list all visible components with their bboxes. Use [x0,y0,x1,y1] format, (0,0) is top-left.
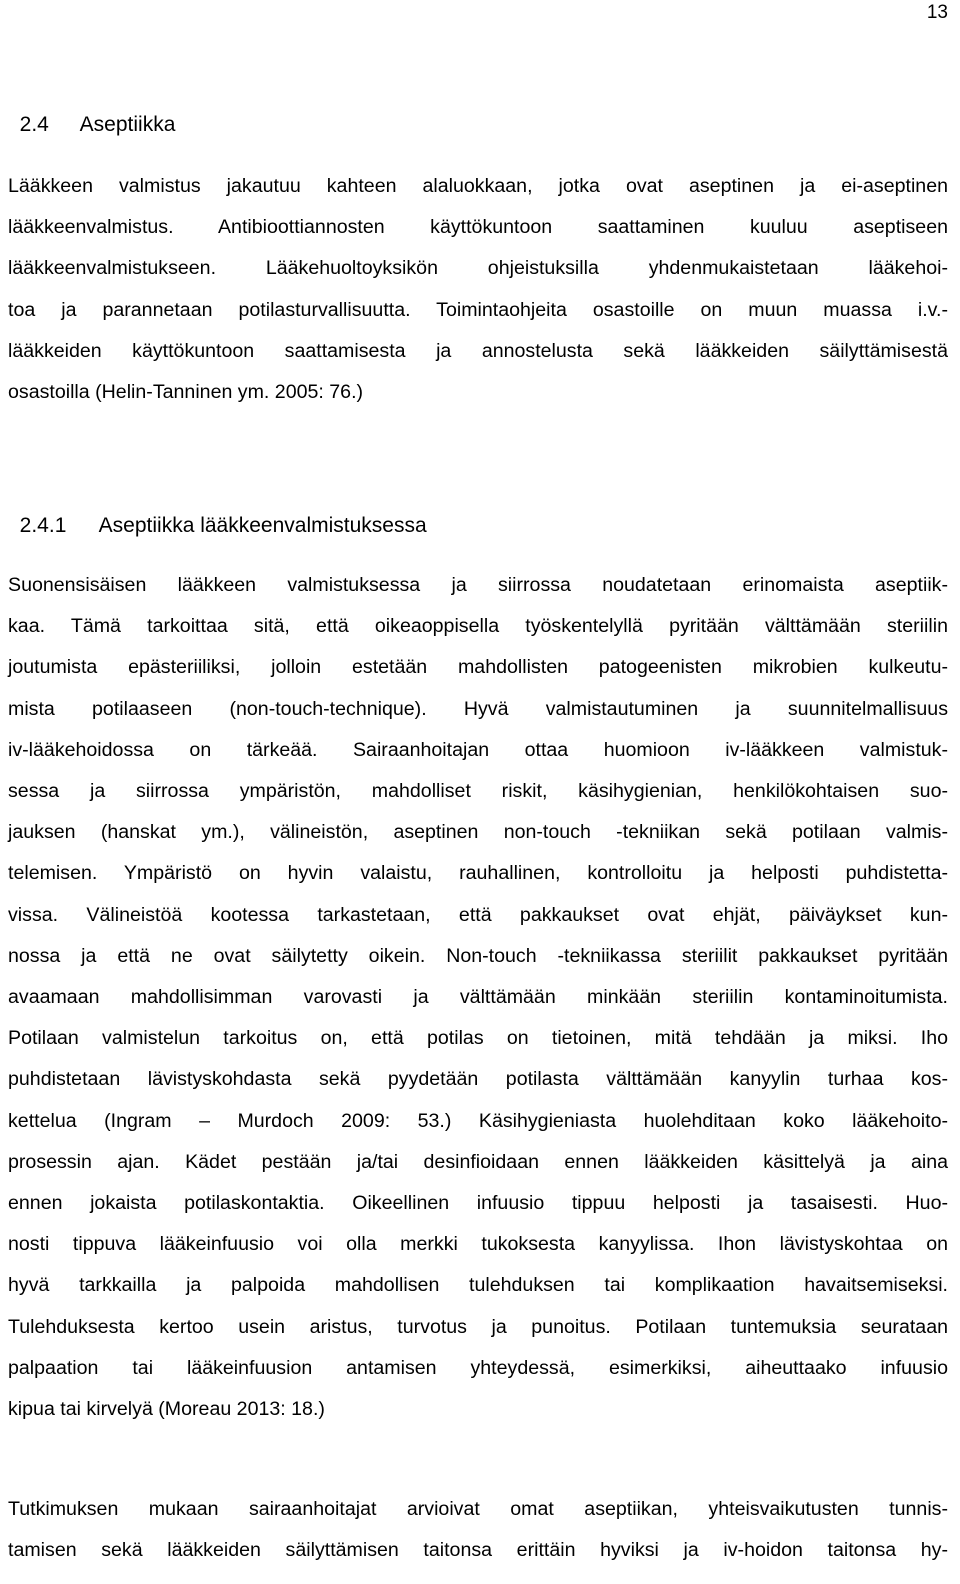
paragraph-3-line: tamisen sekä lääkkeiden säilyttämisen taitonsa erittäin hyviksi ja iv-hoidon taitonsa hy- [8,1539,948,1562]
paragraph-2-line: kettelua (Ingram – Murdoch 2009: 53.) Käsihygieniasta huolehditaan koko lääkehoito- [8,1109,948,1132]
paragraph-2-line: palpaation tai lääkeinfuusion antamisen yhteydessä, esimerkiksi, aiheuttaako infuusio [8,1356,948,1379]
paragraph-2-line: ennen jokaista potilaskontaktia. Oikeellinen infuusio tippuu helposti ja tasaisesti. Huo- [8,1192,948,1215]
paragraph-2-line: kaa. Tämä tarkoittaa sitä, että oikeaoppisella työskentelyllä pyritään välttämään steriilin [8,615,948,638]
paragraph-3 [8,1489,948,1571]
paragraph-2-line: avaamaan mahdollisimman varovasti ja välttämään minkään steriilin kontaminoitumista. [8,986,948,1009]
paragraph-1-line: osastoilla (Helin-Tanninen ym. 2005: 76.) [8,381,364,404]
paragraph-2-line: iv-lääkehoidossa on tärkeää. Sairaanhoitajan ottaa huomioon iv-lääkkeen valmistuk- [8,738,948,761]
paragraph-1 [8,166,948,413]
page-number: 13 [926,2,948,23]
paragraph-2-line: hyvä tarkkailla ja palpoida mahdollisen tulehduksen tai komplikaation havaitsemiseksi. [8,1274,948,1297]
paragraph-1-line: lääkkeenvalmistukseen. Lääkehuoltoyksikön ohjeistuksilla yhdenmukaistetaan lääkehoi- [8,257,948,280]
section-number: 2.4 [19,113,49,136]
subsection-title: Aseptiikka lääkkeenvalmistuksessa [98,514,427,537]
paragraph-2-line: joutumista epästeriiliksi, jolloin estetään mahdollisten patogeenisten mikrobien kulkeutu- [8,656,948,679]
paragraph-2-line: jauksen (hanskat ym.), välineistön, aseptinen non-touch -tekniikan sekä potilaan valmis- [8,821,948,844]
subsection-number: 2.4.1 [19,514,67,537]
paragraph-2-line: kipua tai kirvelyä (Moreau 2013: 18.) [8,1398,325,1421]
paragraph-1-line: lääkkeiden käyttökuntoon saattamisesta ja annostelusta sekä lääkkeiden säilyttämisestä [8,339,948,362]
paragraph-2-line: Tulehduksesta kertoo usein aristus, turvotus ja punoitus. Potilaan tuntemuksia seurataan [8,1315,948,1338]
paragraph-2-line: nosti tippuva lääkeinfuusio voi olla merkki tukoksesta kanyylissa. Ihon lävistyskohtaa on [8,1233,948,1256]
subsection-heading [8,490,427,538]
paragraph-2-line: telemisen. Ympäristö on hyvin valaistu, rauhallinen, kontrolloitu ja helposti puhdistetta- [8,862,948,885]
paragraph-2-line: Suonensisäisen lääkkeen valmistuksessa ja siirrossa noudatetaan erinomaista aseptiik- [8,574,948,596]
paragraph-2-line: mista potilaaseen (non-touch-technique). Hyvä valmistautuminen ja suunnitelmallisuus [8,697,948,720]
paragraph-1-line: toa ja parannetaan potilasturvallisuutta. Toimintaohjeita osastoille on muun muassa i.v.- [8,298,948,321]
paragraph-1-line: lääkkeenvalmistus. Antibioottiannosten käyttökuntoon saattaminen kuuluu aseptiseen [8,216,948,239]
section-title: Aseptiikka [79,113,176,136]
paragraph-2-line: puhdistetaan lävistyskohdasta sekä pyydetään potilasta välttämään kanyylin turhaa kos- [8,1068,948,1091]
paragraph-2-line: vissa. Välineistöä kootessa tarkastetaan, että pakkaukset ovat ehjät, päiväykset kun- [8,903,948,926]
paragraph-3-line: Tutkimuksen mukaan sairaanhoitajat arvioivat omat aseptiikan, yhteisvaikutusten tunnis- [8,1498,948,1520]
paragraph-2-line: prosessin ajan. Kädet pestään ja/tai desinfioidaan ennen lääkkeiden käsittelyä ja aina [8,1150,948,1173]
paragraph-1-line: Lääkkeen valmistus jakautuu kahteen alaluokkaan, jotka ovat aseptinen ja ei-aseptinen [8,175,948,197]
paragraph-2-line: Potilaan valmistelun tarkoitus on, että potilas on tietoinen, mitä tehdään ja miksi. Iho [8,1027,948,1050]
section-heading [8,89,175,137]
paragraph-2-line: sessa ja siirrossa ympäristön, mahdolliset riskit, käsihygienian, henkilökohtaisen suo- [8,780,948,803]
paragraph-2 [8,565,948,1430]
paragraph-2-line: nossa ja että ne ovat säilytetty oikein. Non-touch -tekniikassa steriilit pakkaukset pyritään [8,944,948,967]
